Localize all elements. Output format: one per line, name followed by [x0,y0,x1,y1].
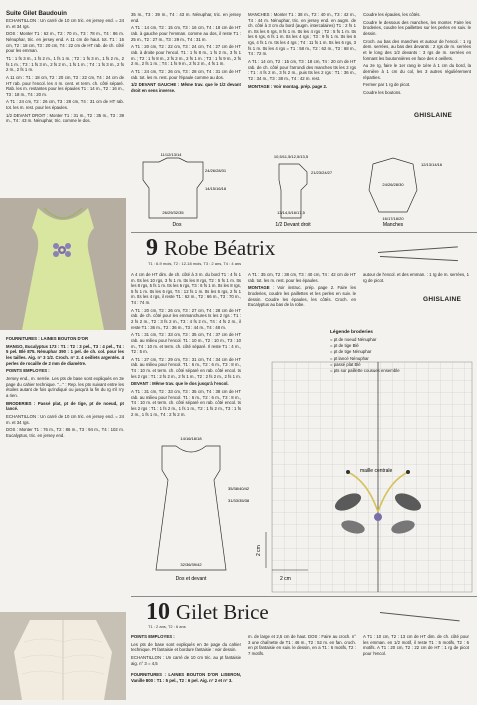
manches-measure-top: 12/13/14/16 [421,162,443,167]
dos-measure-width: 26/29/32/35 [162,210,184,215]
paragraph: A T1 : 14 cm, T2 : 15 cm, T3 : 18 cm, T4 : 20 cm de HT rab. de ch. côté pour l'arrondi des manches tts les 2 rgs : T1 : 4 fs 2 m., 3 fs 2 m., puis tts les 2 rgs : T1 : 36 m., T2 : 34 m., T3 : 38 m., T4 : 42 m. rest. [248,58,356,81]
points-label: POINTS EMPLOYES : [6,368,50,374]
column-1-top [6,10,124,126]
paragraph: A 11 cm : T1 : 18 cm, T2 : 20 cm, T3 : 22 cm, T4 : 24 cm de HT rab. pour l'encol. les 4 m. cent. et term. ch. côté séparé. Rab. les m. restantes pour les épaules T1 : 14 m., T2 : 16 m., T3 : 18 m., T4 : 20 m. [6,74,124,97]
paragraph: Croch. au bas des manches et autour de l'encol. : 1 rg dem. serrées, au bas des devants : 2 rgs de m. serrées et le long des 1/2 devants : 3 rgs de m. serrées en formant les boutonnières en face des 4 oeillets. [363,38,471,61]
paragraph: Coudre le dessous des manches, les monter. Faire les broderies, coudre les paillettes sur les perles en suiv. le dessin. [363,19,471,36]
paragraph: Coudre les boutons. [363,90,402,96]
robe-measure-top: 14/16/18/18 [180,436,202,441]
paragraph: Coudre les épaules, les côtés. [363,12,421,17]
paragraph: A T1 : 10 cm, T2 : 13 cm de HT dim. de ch. côté pour les emman. en 1/2 motif, il reste T1 : 5 motifs, T2 : 6 motifs. A T1 : 20 cm, T2 : 22 cm de HT : 1 rg de picot pour l'encol. [363,634,469,656]
manches-measure-bottom: 16/17/18/20 [382,216,404,221]
knitting-needle [380,256,458,261]
paragraph: DOS : Monter T1 : 62 m., T2 : 70 m., T3 : 78 m., T4 : 86 m. Nénuphar, tric. en jersey end. A 11 cm de haut. tot. T1 : 16 cm, T2 : 18 cm, T3 : 20 cm, T4 : 22 cm de HT rab. de ch. côté pour les emman. [6,31,124,54]
echantillon-text: ECHANTILLON : Un carré de 10 cm tric. en jersey end. = 24 m. et 34 rgs. [6,414,124,425]
column-2-top [131,12,241,96]
brand-label: GHISLAINE [414,112,453,119]
paragraph: A T1 : 24 cm, T2 : 26 cm, T3 : 28 cm, T4 : 31 cm de HT rab. tot. les m. rest. pour l'épaule comme au dos. [131,68,241,80]
legend-item: = pt de tige Blé [330,343,359,349]
gilet-title-text: Gilet Brice [176,600,269,624]
dress-illustration [0,198,126,330]
robe-schematic-label: Dos et devant [175,576,207,582]
robe-sizes: T1 : 6-9 mois, T2 : 12-18 mois, T3 : 2 ans, T4 : 4 ans [148,261,242,266]
fournitures-label: FOURNITURES : LAINES BOUTON D'OR [6,336,89,341]
paragraph: m. de large et 2,5 cm de haut. DOS : Faire au croch. n° 3 une chaînette de T1 : 46 m., T2 : 52 m. en fan. croch. en pt fantaisie en suiv. le dessin, en a T1 : 6 motifs, T2 : 7 motifs. [248,634,356,656]
manches-measure-width: 24/26/28/30 [382,182,404,187]
section-rule [131,232,477,233]
knitting-needle [378,246,458,253]
paragraph: DEVANT : Même trav. que le dos jusqu'à l'encol. [131,381,229,387]
devant-label: 1/2 Devant droit [275,222,311,228]
paragraph: A T1 : 35 cm, T2 : 38 cm, T3 : 40 cm, T4 : 42 cm de HT rab. tot. les m. rest. pour les épaules. [248,272,356,283]
paragraph: FOURNITURES : LAINES BOUTON D'OR LISERON, Vanille 800 : T1 : 5 pel., T2 : 6 pel. Aig. n° 2 et n° 3. [131,672,241,683]
paragraph: MANCHES : Monter T1 : 38 m., T2 : 40 m., T3 : 42 m., T4 : 44 m. Nénuphar, tric. en jersey end. en augm. de ch. côté à 3 cm du bord (augm. intercalaires) T1 : 2 fs 1 m. tts les 6 rgs, 8 fs 1 m. tts les 4 rgs ; T2 : 5 fs 1 m. tts les 6 rgs, 6 fs 1 m. tts les 4 rgs ; T3 : 9 fs 1 m. tts les 6 rgs, 4 fs 1 m. tts les 4 rgs ; T4 : 11 fs 1 m. tts les 6 rgs, 3 fs 1 m. tts les 4 rgs = T1 : 58 m., T2 : 62 m., T3 : 68 m., T4 : 72 m. [248,12,356,57]
dos-text: DOS : Monter T1 : 76 m., T2 : 86 m., T3 : 94 m., T4 : 102 m. Eucalyptus, tric. en jersey end. [6,427,124,439]
paragraph: 1/2 DEVANT GAUCHE : Même trav. que le 1/2 devant droit en sens inverse. [131,82,241,93]
continued-title: Suite Gilet Baudouin [6,10,67,17]
manches-label: Manches [382,222,404,228]
devant-measure-top: 10,5/11,5/12,5/13,5 [273,154,309,159]
robe-column-a [131,272,241,419]
dos-label: Dos [172,222,182,228]
paragraph: A T1 : 31 cm, T2 : 33 cm, T3 : 35 cm, T4 : 37 cm de HT rab. au milieu pour l'encol. T1 : 10 m., T2 : 10 m., T3 : 10 m., T4 : 10 m. et term. ch. côté séparé. Il reste T1 : 4 m., T2 : 5 m. [131,332,241,355]
paragraph: A T1 : 24 cm, T2 : 26 cm, T3 : 28 cm, T4 : 31 cm de HT rab. tot. les m. rest. pour les épaules. [6,99,124,111]
paragraph: Au 2e rg, faire le 1er rang le 1ère à 1 cm du bord, la dernière à 1 cm du col, les 3 autres régulièrement réparties. [363,63,471,80]
column-4-top [363,12,471,98]
fournitures-text: MANGO, Eucalyptus 173 : T1 : T2 : 3 pel., T3 : 4 pel., T4 : 5 pel. Blé 875. Nénuphar 390 : 1 pel. de ch. col. pour les les tailles. Aig. n° 3 1/2. Croch. n° 2. 4 oeillets argentés. 4 perles de rocaille de 2 mm de diamètre. [6,343,124,366]
paragraph: T1 : 1 fs 3 m., 1 fs 2 m., 1 fs 1 m. ; T2 : 1 fs 3 m., 1 fs 2 m., 2 fs 1 m. ; T3 : 1 fs 3 m., 2 fs 2 m., 1 fs 1 m. ; T4 : 1 fs 3 m., 2 fs 2 m., 2 fs 1 m. [6,55,124,73]
robe-column-c [363,272,469,285]
robe-measure-a: 35/38/40/42 [228,486,250,491]
gilet-echantillon: ECHANTILLON : Un carré de 10 cm tric. au pt fantaisie aig. n° 3 = 4,5 [131,655,241,666]
paragraph: ECHANTILLON : Un carré de 10 cm tric. en jersey end. = 24 m. et 34 rgs. [6,18,124,29]
legend-item: = pt lancé Nénuphar [330,355,369,361]
paragraph: A T1 : 31 cm, T2 : 33 cm, T3 : 35 cm, T4 : 38 cm de HT rab. au milieu pour l'encol. T1 : 6 m., T2 : 6 m., T3 : 8 m., T4 : 10 m. et term. ch. côté séparé en rab. côté encol. ts les 2 rgs : T1 : 1 fs 2 m., 1 fs 1 m., T2 : 1 fs 2 m., T3 : 1 fs 2 m., 1 fs 1 m., T4 : 2 fs 2 m. [131,389,241,417]
paragraph: A T1 : 27 cm, T2 : 29 cm, T3 : 31 cm, T4 : 34 cm de HT rab. au milieu pour l'encol. T1 : 6 m., T2 : 6 m., T3 : 8 m., T4 : 10 m. et term. ch. côté séparé en rab. côté encol. ts les 2 rgs : T1 : 2 fs 2 m., 2 fs 1 m., T2 : 2 fs 2 m., 2 fs 1 m. [131,356,241,379]
gilet-points-text: Les pts de base sont expliqués en 3e page du cahier technique. Pt fantaisie et bordure fantaisie : voir dessin. [131,641,241,653]
montage-text: : Voir instruc. prép. page 2. Faire les broderies, coudre les paillettes et les perles en suiv. le dessin. Coudre les épaules, les côtés. Croch. en Eucalyptus au bas de la robe. [248,285,356,308]
gilet-sizes: T1 : 2 ans, T2 : 6 ans [148,624,186,629]
robe-schematic [136,430,250,590]
gilet-column-a [131,634,241,669]
schematic-row-top [131,150,477,230]
legend-item: = pt de noeud Nénuphar [330,337,377,342]
gilet-number: 10 [146,599,170,625]
dos-measure-top: 11/12/13/14 [160,152,182,157]
devant-measure-side: 21/23/24/27 [311,170,333,175]
gilet-column-b [248,634,356,659]
column-3-top [248,12,356,91]
gilet-title [146,600,269,624]
points-text: Jersey end., m. serrée. Les pts de base sont expliqués en 3e page du cahier technique. "..." : Rep. les pts suivant entre les étoiles autant de fois qu'indiqué ou jusqu'à la fin du rg s'il n'y a rien. [6,376,124,398]
paragraph: 35 m., T3 : 39 m., T4 : 43 m. Nénuphar, tric. en jersey end. [131,12,241,23]
devant-measure-bottom: 13/14,5/16/17,5 [277,210,305,215]
robe-photo [0,198,126,330]
broderies-text: BRODERIES : Passé plat, pt de tige, pt de noeud, pt lancé. [6,400,124,412]
paragraph: A T1 : 14 cm, T2 : 15 cm, T3 : 16 cm, T4 : 18 cm de HT rab. à gauche pour l'emman. comme au dos, il reste T1 : 25 m., T2 : 27 m., T3 : 29 m., T4 : 31 m. [131,25,241,42]
paragraph: autour de l'encol. et des emman. : 1 rg de m. serrées, 1 rg de picot. [363,272,469,283]
grid-scale-horizontal: 2 cm [280,576,291,582]
gilet-column-c [363,634,469,659]
robe-measure-bottom: 32/36/39/42 [180,562,202,567]
dos-schematic [143,158,203,218]
paragraph: A T1 : 20 cm, T2 : 26 cm, T3 : 27 cm, T4 : 28 cm de HT rab. de ch. côté pour les emmanchures ts les 2 rgs : T1 : 2 fs 2 m., T2 : 3 fs 2 m., T3 : 4 fs 2 m., T4 : 4 fs 2 m., il reste T1 : 36 m., T2 : 36 m., T3 : 44 m., T4 : 48 m. [131,307,241,330]
robe-column-b [248,272,356,310]
legend-title: Légende broderies [330,330,373,335]
paragraph: A T1 : 20 cm, T2 : 22 cm, T3 : 24 cm, T4 : 27 cm de HT rab. à droite pour l'encol. T1 : 1 fs 8 m., 1 fs 2 m., 3 fs 1 m. ; T2 : 1 fs 8 m., 2 fs 2 m., 2 fs 1 m. ; T3 : 1 fs 9 m., 2 fs 2 m., 2 fs 1 m. ; T4 : 1 fs 9 m., 2 fs 2 m., 4 fs 1 m. [131,44,241,67]
column-1-bottom [6,336,124,441]
paragraph: MONTAGE : Voir montag. prép. page 2. [248,83,328,89]
robe-title [146,236,275,260]
paragraph: Fermer par 1 rg de picot. [363,82,411,88]
paragraph: 1/2 DEVANT DROIT : Monter T1 : 31 m., T2 : 35 m., T3 : 39 m., T4 : 43 m. Nénuphar, tric. comme le dos. [6,112,124,124]
paragraph: A 4 cm de HT dim. de ch. côté à 3 m. du bord T1 : 4 fs 1 m. tts les 10 rgs, 3 fs 1 m. tts les 8 rgs, T2 : 5 fs 1 m. tts les 8 rgs, 5 fs 1 m. tts les 6 rgs, T3 : 6 fs 1 m. tts les 8 rgs, 5 fs 1 m. tts les 6 rgs, T4 : 12 fs 1 m. tts les 6 rgs, 2 fs 1 m. tts les 4 rgs, il reste T1 : 62 m., T2 : 66 m., T3 : 70 m., T4 : 74 m. [131,272,242,305]
gilet-photo [0,612,126,700]
gilet-fournitures-visible [131,672,241,685]
embroidery-grid [248,332,477,598]
section-rule [131,596,477,597]
brand-label: GHISLAINE [423,296,462,303]
gilet-points-label: POINTS EMPLOYES : [131,634,175,639]
dos-measure-height: 24/26/28/31 [205,168,227,173]
cardigan-illustration [0,612,126,700]
dos-measure-side: 14/15/16/18 [205,186,227,191]
grid-scale-vertical: 2 cm [256,545,262,556]
robe-measure-b: 31/33/35/38 [228,498,250,503]
legend-item: = pt de tige Nénuphar [330,349,372,355]
knitting-needle [380,612,460,621]
robe-title-text: Robe Béatrix [164,236,276,260]
maille-centrale-label: maille centrale [360,468,393,474]
robe-number: 9 [146,235,158,261]
montage-label: MONTAGE [248,285,270,291]
